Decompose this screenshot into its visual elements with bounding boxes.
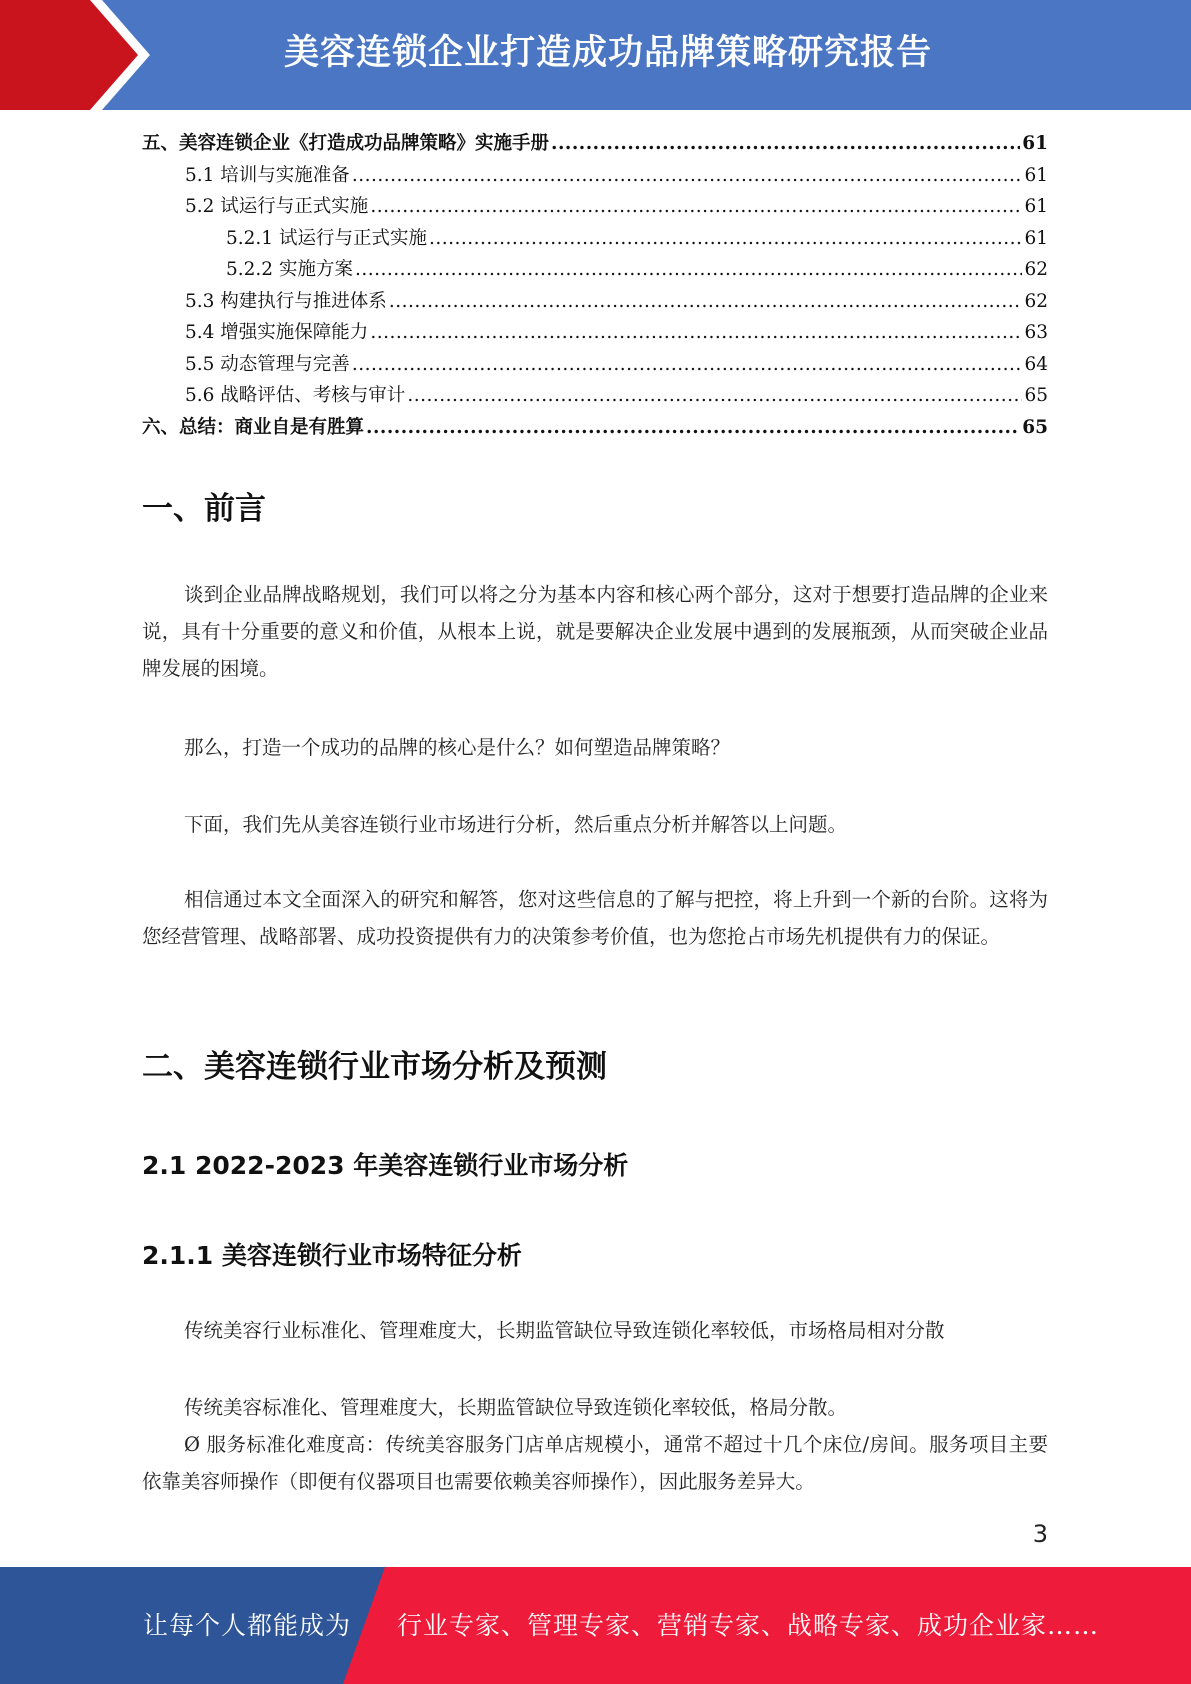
- page-number: 3: [1032, 1520, 1048, 1548]
- toc-entry[interactable]: [142, 413, 1048, 445]
- paragraph: 相信通过本文全面深入的研究和解答，您对这些信息的了解与把控，将上升到一个新的台阶。这将为您经营管理、战略部署、成功投资提供有力的决策参考价值，也为您抢占市场先机提供有力的保证。: [142, 888, 1048, 948]
- toc-entry[interactable]: [142, 161, 1048, 193]
- toc-entry[interactable]: [142, 129, 1048, 161]
- footer-slogan-right: 行业专家、管理专家、营销专家、战略专家、成功企业家……: [397, 1611, 1100, 1640]
- toc-entry-page: 61: [1024, 164, 1048, 186]
- footer-slogan-left: 让每个人都能成为: [143, 1611, 352, 1640]
- toc-entry-page: 61: [1022, 133, 1048, 154]
- paragraph: 下面，我们先从美容连锁行业市场进行分析，然后重点分析并解答以上问题。: [184, 813, 848, 836]
- toc-entry-label: 5.4 增强实施保障能力: [185, 322, 369, 343]
- toc-entry-page: 61: [1024, 196, 1048, 217]
- toc-entry[interactable]: [142, 224, 1048, 256]
- toc-entry-label: 5.3 构建执行与推进体系: [185, 290, 387, 312]
- toc-leader-dots: [370, 322, 1022, 343]
- toc-entry-label: 5.1 培训与实施准备: [185, 164, 350, 186]
- toc-entry-page: 61: [1024, 227, 1048, 249]
- toc-entry[interactable]: [142, 381, 1048, 413]
- toc-entry-page: 64: [1024, 353, 1048, 375]
- toc-leader-dots: [389, 291, 1023, 312]
- toc-leader-dots: [370, 196, 1022, 217]
- toc-entry-label: 五、美容连锁企业《打造成功品牌策略》实施手册: [142, 133, 550, 154]
- section-heading-market-analysis: 二、美容连锁行业市场分析及预测: [142, 1049, 607, 1085]
- toc-leader-dots: [429, 228, 1022, 249]
- section-heading-preface: 一、前言: [142, 491, 266, 527]
- toc-entry-label: 5.2 试运行与正式实施: [185, 196, 369, 217]
- toc-entry-page: 65: [1022, 416, 1048, 438]
- toc-entry-page: 62: [1024, 290, 1048, 312]
- toc-entry-label: 5.2.1 试运行与正式实施: [226, 227, 427, 249]
- toc-entry-label: 5.2.2 实施方案: [226, 259, 353, 280]
- toc-entry-label: 5.6 战略评估、考核与审计: [185, 385, 406, 406]
- toc-entry-page: 65: [1024, 385, 1048, 406]
- footer-banner: [0, 1567, 1191, 1684]
- paragraph: 传统美容标准化、管理难度大，长期监管缺位导致连锁化率较低，格局分散。: [184, 1396, 848, 1419]
- toc-entry-label: 六、总结：商业自是有胜算: [142, 416, 365, 438]
- table-of-contents: [142, 129, 1048, 444]
- bullet-paragraph: Ø 服务标准化难度高：传统美容服务门店单店规模小，通常不超过十几个床位/房间。服务项目主要依靠美容师操作（即便有仪器项目也需要依赖美容师操作），因此服务差异大。: [142, 1433, 1048, 1493]
- toc-entry[interactable]: [142, 192, 1048, 224]
- subsubsection-heading: 2.1.1 美容连锁行业市场特征分析: [142, 1241, 522, 1270]
- report-title: 美容连锁企业打造成功品牌策略研究报告: [283, 33, 932, 73]
- toc-entry-label: 5.5 动态管理与完善: [185, 353, 350, 375]
- paragraph: 传统美容行业标准化、管理难度大，长期监管缺位导致连锁化率较低，市场格局相对分散: [184, 1319, 945, 1342]
- header-banner: [0, 0, 1191, 110]
- toc-leader-dots: [352, 354, 1023, 375]
- toc-entry[interactable]: [142, 287, 1048, 319]
- toc-entry[interactable]: [142, 255, 1048, 287]
- toc-entry-page: 62: [1024, 259, 1048, 280]
- paragraph: 那么，打造一个成功的品牌的核心是什么？如何塑造品牌策略？: [184, 736, 731, 759]
- subsection-heading: 2.1 2022-2023 年美容连锁行业市场分析: [142, 1151, 629, 1180]
- toc-leader-dots: [407, 385, 1022, 406]
- toc-leader-dots: [355, 259, 1023, 280]
- paragraph: 谈到企业品牌战略规划，我们可以将之分为基本内容和核心两个部分，这对于想要打造品牌的企业来说，具有十分重要的意义和价值，从根本上说，就是要解决企业发展中遇到的发展瓶颈，从而突破企业品牌发展的困境。: [142, 583, 1048, 680]
- toc-leader-dots: [352, 165, 1023, 186]
- toc-entry[interactable]: [142, 350, 1048, 382]
- toc-entry-page: 63: [1024, 322, 1048, 343]
- toc-leader-dots: [366, 417, 1020, 438]
- toc-leader-dots: [551, 133, 1020, 154]
- toc-entry[interactable]: [142, 318, 1048, 350]
